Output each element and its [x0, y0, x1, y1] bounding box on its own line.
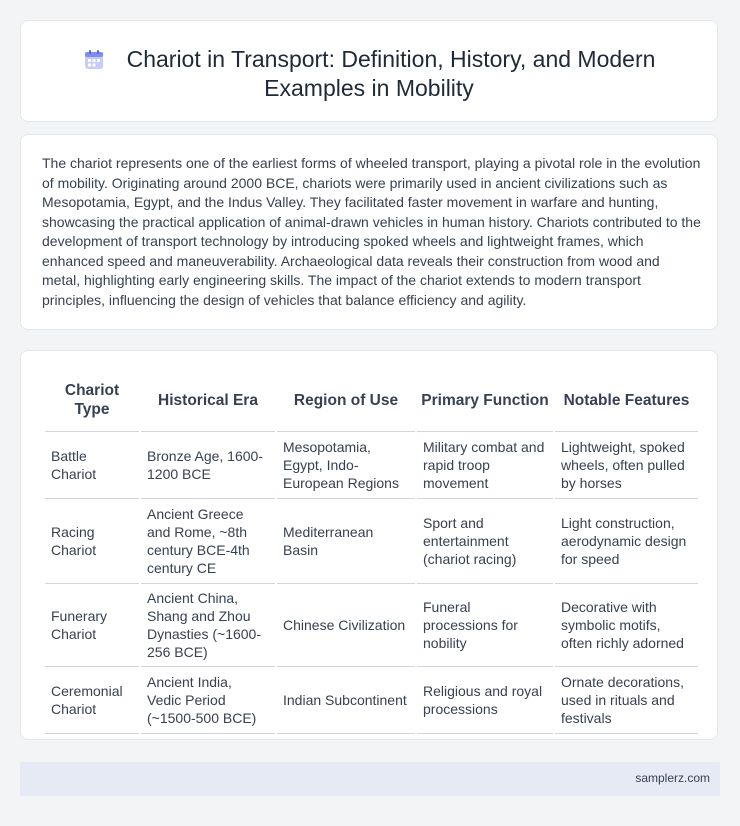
table-cell: Ornate decorations, used in rituals and festivals: [555, 667, 698, 734]
table-cell: Chinese Civilization: [277, 584, 415, 667]
table-cell: Light construction, aerodynamic design for speed: [555, 499, 698, 584]
table-cell: Ancient China, Shang and Zhou Dynasties (~1600-256 BCE): [141, 584, 275, 667]
table-cell: Religious and royal processions: [417, 667, 553, 734]
table-cell: Funerary Chariot: [45, 584, 139, 667]
table-cell: Ceremonial Chariot: [45, 667, 139, 734]
title-wrap: [21, 45, 717, 103]
table-cell: Bronze Age, 1600-1200 BCE: [141, 432, 275, 499]
table-cell: Funeral processions for nobility: [417, 584, 553, 667]
column-header-features: Notable Features: [555, 369, 698, 432]
page-title-text: Chariot in Transport: Definition, History, and Modern Examples in Mobility: [126, 46, 656, 101]
table-cell: Ancient Greece and Rome, ~8th century BCE-4th century CE: [141, 499, 275, 584]
table-cell: Military combat and rapid troop movement: [417, 432, 553, 499]
table-row: [45, 499, 698, 584]
chariot-table: [43, 369, 700, 734]
column-header-function: Primary Function: [417, 369, 553, 432]
table-cell: Sport and entertainment (chariot racing): [417, 499, 553, 584]
intro-card: [20, 134, 718, 330]
footer-bar: [20, 762, 720, 796]
header-card: [20, 20, 718, 122]
table-cell: Indian Subcontinent: [277, 667, 415, 734]
table-cell: Racing Chariot: [45, 499, 139, 584]
table-cell: Lightweight, spoked wheels, often pulled by horses: [555, 432, 698, 499]
table-cell: Mesopotamia, Egypt, Indo-European Regions: [277, 432, 415, 499]
table-cell: Ancient India, Vedic Period (~1500-500 BCE): [141, 667, 275, 734]
table-cell: Battle Chariot: [45, 432, 139, 499]
footer-source-link[interactable]: samplerz.com: [635, 771, 710, 785]
table-row: [45, 667, 698, 734]
table-cell: Mediterranean Basin: [277, 499, 415, 584]
column-header-type: Chariot Type: [45, 369, 139, 432]
page-title: [51, 45, 687, 103]
column-header-era: Historical Era: [141, 369, 275, 432]
table-row: [45, 584, 698, 667]
calendar-icon: [83, 49, 105, 71]
intro-paragraph: The chariot represents one of the earliest forms of wheeled transport, playing a pivotal role in the evolution of mobility. Originating around 2000 BCE, chariots were primarily used in ancient civilizations such as Mesopotamia, Egypt, and the Indus Valley. They facilitated faster movement in warfare and hunting, showcasing the practical application of animal-drawn vehicles in human history. Chariots contributed to the development of transport technology by introducing spoked wheels and lightweight frames, which enhanced speed and maneuverability. Archaeological data reveals their construction from wood and metal, highlighting early engineering skills. The impact of the chariot extends to modern transport principles, influencing the design of vehicles that balance efficiency and agility.: [42, 155, 701, 308]
table-cell: Decorative with symbolic motifs, often richly adorned: [555, 584, 698, 667]
table-row: [45, 432, 698, 499]
column-header-region: Region of Use: [277, 369, 415, 432]
table-card: [20, 350, 718, 740]
table-header-row: [45, 369, 698, 432]
